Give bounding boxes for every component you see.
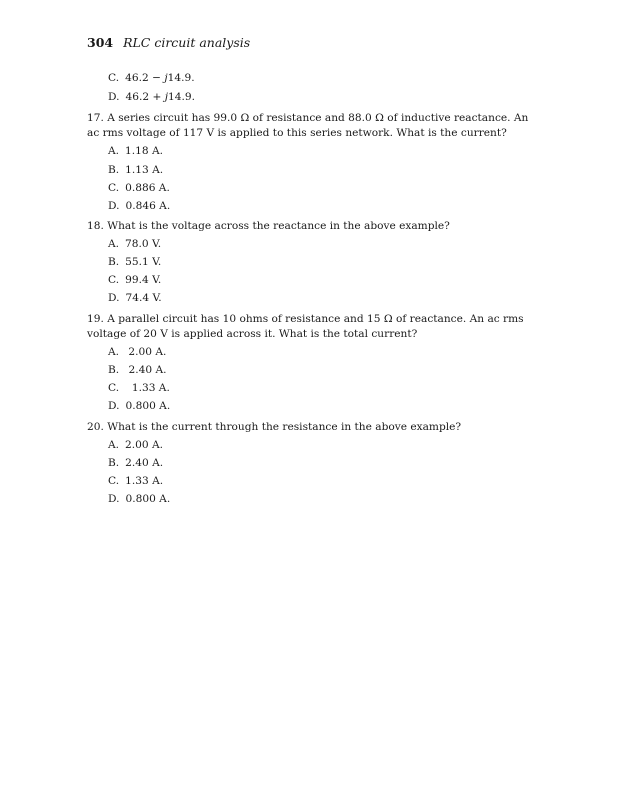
q17-option-d: D. 0.846 A. [108,200,171,212]
running-title: RLC circuit analysis [123,35,251,50]
q18-option-a: A. 78.0 V. [108,238,162,250]
q20-option-c: C. 1.33 A. [108,475,164,487]
question-19-line-2: voltage of 20 V is applied across it. What is the total current? [87,328,418,340]
question-19-line-1: 19. A parallel circuit has 10 ohms of resistance and 15 Ω of reactance. An ac rms [87,313,524,325]
page-number: 304 [87,35,114,50]
question-17-line-1: 17. A series circuit has 99.0 Ω of resistance and 88.0 Ω of inductive reactance. An [87,112,529,124]
q18-option-c: C. 99.4 V. [108,274,162,286]
question-18-line-1: 18. What is the voltage across the reactance in the above example? [87,220,450,232]
q18-option-d: D. 74.4 V. [108,292,162,304]
q17-option-a: A. 1.18 A. [108,145,164,157]
q17-option-b: B. 1.13 A. [108,164,164,176]
q19-option-a: A. 2.00 A. [108,346,167,358]
q17-option-c: C. 0.886 A. [108,182,170,194]
q19-option-b: B. 2.40 A. [108,364,167,376]
question-17-line-2: ac rms voltage of 117 V is applied to this series network. What is the current? [87,127,507,139]
q20-option-d: D. 0.800 A. [108,493,171,505]
q20-option-a: A. 2.00 A. [108,439,164,451]
prev-option-c: C. 46.2 − j14.9. [108,72,195,84]
question-20-line-1: 20. What is the current through the resistance in the above example? [87,421,462,433]
q20-option-b: B. 2.40 A. [108,457,164,469]
q18-option-b: B. 55.1 V. [108,256,162,268]
q19-option-c: C. 1.33 A. [108,382,170,394]
page-header [87,35,250,50]
prev-option-d: D. 46.2 + j14.9. [108,91,195,103]
q19-option-d: D. 0.800 A. [108,400,171,412]
